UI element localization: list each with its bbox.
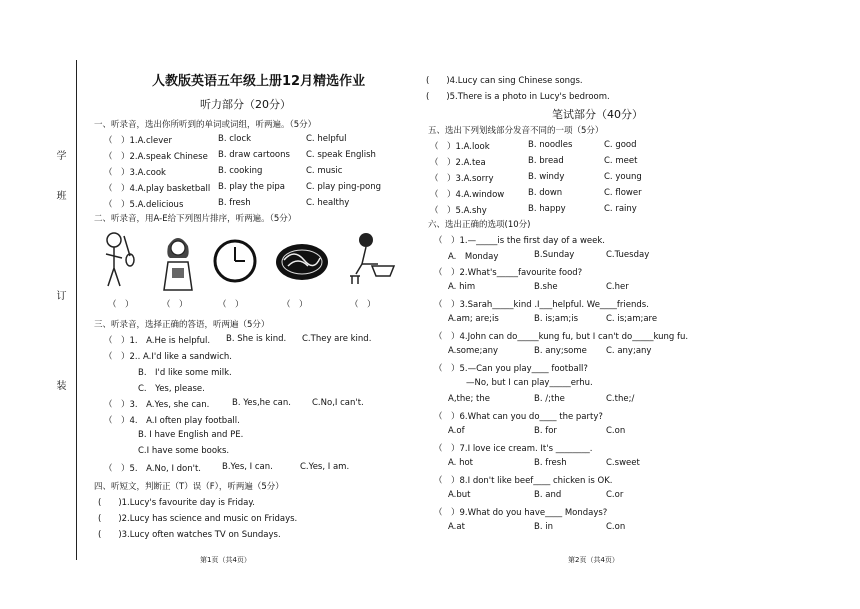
q6-option: B.Sunday (534, 250, 575, 260)
q5-item: （ ）3.A.sorry (430, 174, 494, 184)
q6-option: C.Tuesday (606, 250, 650, 260)
q5-item: （ ）4.A.window (430, 190, 505, 200)
q5-option: B. down (528, 188, 563, 198)
q6-option: B. in (534, 522, 553, 532)
q3-option-c: C.I have some books. (138, 446, 230, 456)
q1-option: C. music (306, 166, 343, 176)
q2-answer-blank: （ ） (108, 300, 134, 310)
q3-option-b: B.Yes, I can. (222, 462, 273, 472)
q5-option: B. windy (528, 172, 565, 182)
q1-option: C. helpful (306, 134, 347, 144)
binding-label: 班 (54, 190, 65, 200)
q5-option: C. rainy (604, 204, 637, 214)
q6-question-line2: —No, but I can play_____erhu. (466, 378, 593, 388)
q5-item: （ ）5.A.shy (430, 206, 487, 216)
q6-option: B. /;the (534, 394, 565, 404)
q4-item: ( )2.Lucy has science and music on Fridays. (98, 514, 298, 524)
q6-option: A.but (448, 490, 471, 500)
q6-option: C.sweet (606, 458, 640, 468)
q4-item: ( )1.Lucy's favourite day is Friday. (98, 498, 255, 508)
q3-item-5: （ ）5. A.No, I don't. (104, 464, 202, 474)
q6-option: C.the;/ (606, 394, 635, 404)
q6-option: A.am; are;is (448, 314, 499, 324)
q6-option: C. any;any (606, 346, 652, 356)
q6-question: （ ）6.What can you do____ the party? (434, 412, 603, 422)
q4-item: ( )3.Lucy often watches TV on Sundays. (98, 530, 281, 540)
written-heading: 笔试部分（40分） (552, 108, 643, 121)
q3-item-1: （ ）1. A.He is helpful. (104, 336, 211, 346)
q5-option: C. young (604, 172, 642, 182)
q6-question: （ ）3.Sarah_____kind .I___helpful. We____friends. (434, 300, 649, 310)
q1-option: C. play ping-pong (306, 182, 382, 192)
q6-option: A.of (448, 426, 465, 436)
q1-option: B. play the pipa (218, 182, 285, 192)
q5-item: （ ）2.A.tea (430, 158, 486, 168)
q6-option: A.at (448, 522, 465, 532)
q6-option: C.on (606, 522, 626, 532)
q5-option: C. flower (604, 188, 642, 198)
q1-option: C. speak English (306, 150, 376, 160)
q6-question: （ ）4.John can do_____kung fu, but I can't do_____kung fu. (434, 332, 689, 342)
q6-question: （ ）2.What's_____favourite food? (434, 268, 583, 278)
noodles-plate-icon (274, 236, 330, 284)
girl-washing-clothes-icon (342, 230, 398, 290)
q2-answer-blank: （ ） (218, 300, 244, 310)
q6-option: C.or (606, 490, 624, 500)
q1-option: B. fresh (218, 198, 251, 208)
page-title: 人教版英语五年级上册12月精选作业 (152, 74, 366, 89)
q6-option: A.some;any (448, 346, 498, 356)
q6-question: （ ）7.I love ice cream. It's ________. (434, 444, 593, 454)
q3-option-c: C.Yes, I am. (300, 462, 350, 472)
q5-prompt: 五、选出下列划线部分发音不同的一项（5分） (428, 126, 604, 136)
q3-option-b: B. I have English and PE. (138, 430, 244, 440)
q5-item: （ ）1.A.look (430, 142, 490, 152)
q3-option-c: C.They are kind. (302, 334, 372, 344)
q6-option: B. fresh (534, 458, 567, 468)
q6-option: B. any;some (534, 346, 587, 356)
page-footer-left: 第1页（共4页） (200, 556, 251, 564)
q1-prompt: 一、听录音，选出你所听到的单词或词组，听两遍。（5分） (94, 120, 317, 130)
q1-option: B. cooking (218, 166, 263, 176)
q6-option: B.she (534, 282, 558, 292)
q1-item: （ ）1.A.clever (104, 136, 172, 146)
q1-item: （ ）3.A.cook (104, 168, 166, 178)
q3-option-c: C.No,I can't. (312, 398, 364, 408)
listening-heading: 听力部分（20分） (200, 98, 291, 111)
q3-item-2: （ ）2.. A.I'd like a sandwich. (104, 352, 233, 362)
q4-item: ( )5.There is a photo in Lucy's bedroom. (426, 92, 610, 102)
q6-option: A,the; the (448, 394, 490, 404)
q3-option-b: B. Yes,he can. (232, 398, 291, 408)
q6-option: A. him (448, 282, 476, 292)
q6-prompt: 六、选出正确的选项(10分) (428, 220, 531, 230)
q2-answer-blank: （ ） (162, 300, 188, 310)
q1-item: （ ）4.A.play basketball (104, 184, 211, 194)
q3-item-3: （ ）3. A.Yes, she can. (104, 400, 210, 410)
q6-question: （ ）9.What do you have____ Mondays? (434, 508, 608, 518)
boy-with-pipa-icon (100, 230, 136, 290)
q1-option: B. clock (218, 134, 252, 144)
q2-answer-blank: （ ） (282, 300, 308, 310)
q6-option: A. Monday (448, 252, 499, 262)
q6-question: （ ）5.—Can you play____ football? (434, 364, 588, 374)
q5-option: B. bread (528, 156, 564, 166)
q2-answer-blank: （ ） (350, 300, 376, 310)
q6-option: C.her (606, 282, 629, 292)
q5-option: B. happy (528, 204, 566, 214)
q5-option: C. meet (604, 156, 638, 166)
q3-option-c: C. Yes, please. (138, 384, 205, 394)
q5-option: B. noodles (528, 140, 573, 150)
q6-question: （ ）1.—_____is the first day of a week. (434, 236, 605, 246)
binding-label: 学 (54, 150, 65, 160)
clock-icon (212, 238, 258, 284)
q6-option: C. is;am;are (606, 314, 658, 324)
q6-option: B. for (534, 426, 557, 436)
teacher-with-book-icon (158, 232, 198, 292)
q4-prompt: 四、听短文，判断正（T）误（F），听两遍（5分） (94, 482, 284, 492)
q1-option: B. draw cartoons (218, 150, 290, 160)
q2-prompt: 二、听录音，用A-E给下列图片排序，听两遍。（5分） (94, 214, 297, 224)
q6-question: （ ）8.I don't like beef____ chicken is OK. (434, 476, 613, 486)
q3-prompt: 三、听录音，选择正确的答语，听两遍（5分） (94, 320, 270, 330)
binding-line (76, 60, 77, 560)
q1-item: （ ）5.A.delicious (104, 200, 184, 210)
q3-item-4: （ ）4. A.I often play football. (104, 416, 240, 426)
q1-item: （ ）2.A.speak Chinese (104, 152, 208, 162)
q6-option: A. hot (448, 458, 473, 468)
binding-label: 订 (54, 290, 65, 300)
q3-option-b: B. I'd like some milk. (138, 368, 232, 378)
page-footer-right: 第2页（共4页） (568, 556, 619, 564)
q4-item: ( )4.Lucy can sing Chinese songs. (426, 76, 583, 86)
q3-option-b: B. She is kind. (226, 334, 287, 344)
q6-option: B. and (534, 490, 562, 500)
q5-option: C. good (604, 140, 637, 150)
q6-option: B. is;am;is (534, 314, 579, 324)
binding-label: 装 (54, 380, 65, 390)
q1-option: C. healthy (306, 198, 350, 208)
q6-option: C.on (606, 426, 626, 436)
